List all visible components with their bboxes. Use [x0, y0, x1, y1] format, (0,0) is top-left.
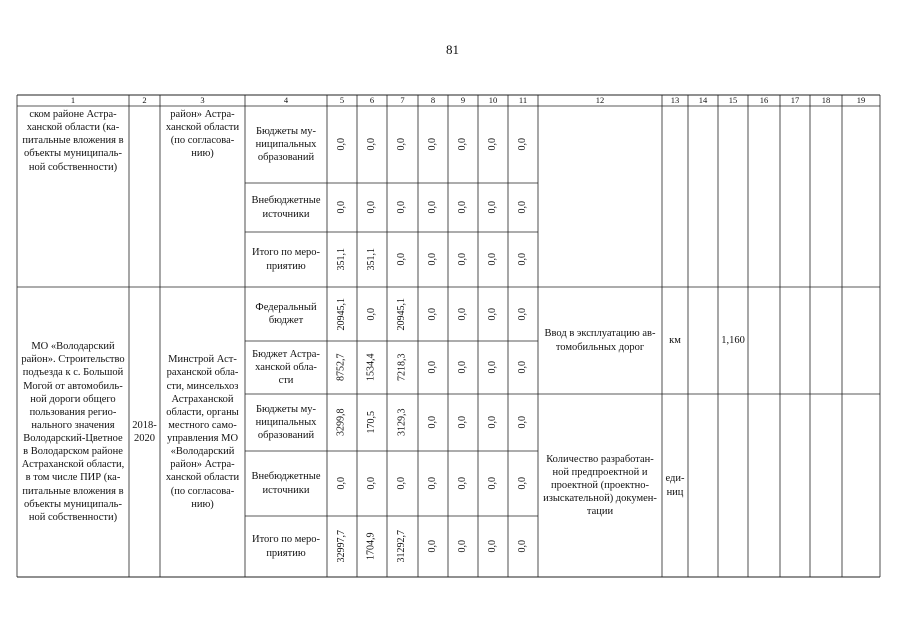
funding-value: 0,0 [335, 477, 347, 490]
value-cell [448, 106, 478, 183]
value-cell [327, 451, 357, 516]
funding-value: 170,5 [365, 411, 377, 434]
funding-value: 0,0 [486, 477, 498, 490]
column-header: 19 [856, 95, 866, 106]
value-cell [478, 106, 508, 183]
value-cell [387, 183, 418, 232]
value-cell [478, 341, 508, 394]
value-cell [357, 232, 387, 287]
funding-value: 0,0 [456, 253, 468, 266]
value-cell [448, 451, 478, 516]
value-cell [357, 394, 387, 451]
funding-value: 351,1 [335, 248, 347, 271]
funding-value: 3299,8 [335, 408, 347, 437]
value-cell [387, 394, 418, 451]
value-cell [508, 106, 538, 183]
funding-value: 0,0 [486, 416, 498, 429]
funding-value: 32997,7 [335, 530, 347, 563]
funding-value: 0,0 [396, 477, 408, 490]
value-cell [478, 394, 508, 451]
column-header: 14 [698, 95, 708, 106]
funding-value: 20945,1 [396, 297, 408, 331]
funding-value: 0,0 [516, 416, 528, 429]
funding-value: 0,0 [486, 201, 498, 214]
value-cell [448, 394, 478, 451]
column-header: 3 [200, 95, 205, 106]
value-cell [508, 183, 538, 232]
funding-value: 0,0 [335, 138, 347, 151]
funding-value: 31292,7 [396, 530, 408, 563]
funding-value: 0,0 [516, 540, 528, 553]
funding-value: 8752,7 [335, 353, 347, 382]
funding-source: Итого по меро- приятию [252, 534, 320, 559]
responsible-executor: Минстрой Аст- раханской обла- сти, минсельхоз Астраханской области, органы местного само- управления МО «Володарский район» Астра- ханской области (по согласова- нию) [165, 354, 240, 510]
funding-value: 351,1 [365, 248, 377, 271]
indicator-unit: еди- ниц [665, 473, 685, 498]
funding-value: 0,0 [396, 201, 408, 214]
funding-value: 0,0 [396, 253, 408, 266]
measure-name: МО «Володарский район». Строительство подъезда к с. Большой Могой от автомобиль- ной дороги общего пользования регио- нального значения Володарский-Цветное в Володарском районе Астраханской области, в том числе ПИР (ка- питальные вложения в объекты муниципаль- ной собственности) [21, 341, 125, 523]
value-cell [327, 106, 357, 183]
value-cell [478, 516, 508, 577]
funding-value: 0,0 [456, 138, 468, 151]
value-cell [327, 183, 357, 232]
value-cell [418, 451, 448, 516]
funding-value: 1534,4 [365, 353, 377, 382]
funding-value: 0,0 [516, 138, 528, 151]
value-cell [448, 287, 478, 341]
column-header: 18 [821, 95, 831, 106]
funding-value: 0,0 [365, 477, 377, 490]
value-cell [327, 341, 357, 394]
value-cell [478, 287, 508, 341]
funding-value: 0,0 [426, 416, 438, 429]
funding-value: 7218,3 [396, 353, 408, 382]
column-header: 7 [400, 95, 405, 106]
indicator-value: 1,160 [721, 334, 745, 346]
value-cell [357, 106, 387, 183]
column-header: 13 [670, 95, 680, 106]
value-cell [508, 516, 538, 577]
value-cell [418, 341, 448, 394]
funding-value: 20945,1 [335, 297, 347, 331]
column-header: 15 [728, 95, 738, 106]
value-cell [357, 516, 387, 577]
funding-value: 0,0 [456, 477, 468, 490]
value-cell [508, 287, 538, 341]
value-cell [478, 183, 508, 232]
funding-value: 0,0 [426, 361, 438, 374]
implementation-period: 2018- 2020 [132, 419, 157, 444]
value-cell [448, 341, 478, 394]
value-cell [357, 451, 387, 516]
value-cell [478, 451, 508, 516]
indicator-name: Ввод в эксплуатацию ав- томобильных дорог [544, 328, 656, 353]
value-cell [508, 232, 538, 287]
responsible-executor: район» Астра- ханской области (по согласова- нию) [165, 109, 240, 160]
column-header: 5 [339, 95, 345, 106]
funding-source: Итого по меро- приятию [252, 247, 320, 272]
value-cell [418, 516, 448, 577]
funding-value: 0,0 [426, 540, 438, 553]
funding-value: 0,0 [456, 540, 468, 553]
value-cell [418, 232, 448, 287]
funding-value: 0,0 [486, 361, 498, 374]
value-cell [327, 394, 357, 451]
funding-value: 0,0 [456, 361, 468, 374]
value-cell [387, 106, 418, 183]
value-cell [387, 287, 418, 341]
indicator-unit: км [669, 334, 681, 346]
funding-source: Бюджеты му- ниципальных образований [255, 125, 317, 164]
measure-name: ском районе Астра- ханской области (ка- питальные вложения в объекты муниципаль- ной собственности) [22, 109, 124, 173]
value-cell [448, 516, 478, 577]
funding-value: 0,0 [365, 138, 377, 151]
column-header: 4 [283, 95, 289, 106]
funding-source: Внебюджетные источники [251, 471, 321, 496]
column-header: 6 [369, 95, 375, 106]
value-cell [387, 232, 418, 287]
funding-source: Бюджеты му- ниципальных образований [255, 403, 317, 442]
funding-value: 0,0 [516, 477, 528, 490]
value-cell [448, 232, 478, 287]
funding-value: 0,0 [426, 477, 438, 490]
funding-value: 0,0 [456, 307, 468, 321]
value-cell [357, 341, 387, 394]
value-cell [418, 287, 448, 341]
value-cell [357, 287, 387, 341]
value-cell [418, 394, 448, 451]
funding-source: Внебюджетные источники [251, 195, 321, 220]
column-header: 16 [759, 95, 769, 106]
funding-value: 0,0 [426, 201, 438, 214]
funding-value: 0,0 [516, 307, 528, 321]
funding-value: 0,0 [426, 253, 438, 266]
funding-value: 1704,9 [365, 532, 377, 561]
funding-value: 0,0 [516, 361, 528, 374]
value-cell [357, 183, 387, 232]
funding-value: 0,0 [426, 138, 438, 151]
funding-value: 0,0 [456, 416, 468, 429]
funding-value: 0,0 [335, 201, 347, 214]
value-cell [478, 232, 508, 287]
value-cell [508, 341, 538, 394]
value-cell [327, 516, 357, 577]
column-header: 10 [488, 95, 498, 106]
funding-value: 0,0 [516, 201, 528, 214]
value-cell [508, 394, 538, 451]
column-header: 12 [595, 95, 605, 106]
column-header: 17 [790, 95, 800, 106]
column-header: 8 [430, 95, 436, 106]
funding-value: 0,0 [486, 540, 498, 553]
column-header: 1 [70, 95, 76, 106]
funding-value: 0,0 [426, 307, 438, 321]
value-cell [508, 451, 538, 516]
value-cell [387, 451, 418, 516]
value-cell [327, 232, 357, 287]
funding-source: Бюджет Астра- ханской обла- сти [252, 348, 320, 387]
indicator-name: Количество разработан- ной предпроектной и проектной (проектно- изыскательной) докумен- тации [543, 453, 657, 518]
funding-value: 0,0 [516, 253, 528, 266]
page-number: 81 [446, 42, 459, 57]
funding-source: Федеральный бюджет [255, 301, 317, 326]
value-cell [387, 341, 418, 394]
funding-value: 3129,3 [396, 408, 408, 437]
column-header: 11 [518, 95, 528, 106]
funding-value: 0,0 [486, 138, 498, 151]
value-cell [448, 183, 478, 232]
value-cell [387, 516, 418, 577]
column-header: 9 [460, 95, 466, 106]
value-cell [418, 106, 448, 183]
column-header: 2 [142, 95, 147, 106]
funding-value: 0,0 [486, 253, 498, 266]
funding-value: 0,0 [486, 307, 498, 321]
value-cell [418, 183, 448, 232]
value-cell [327, 287, 357, 341]
funding-value: 0,0 [456, 201, 468, 214]
funding-value: 0,0 [396, 138, 408, 151]
funding-value: 0,0 [365, 307, 377, 321]
funding-value: 0,0 [365, 201, 377, 214]
